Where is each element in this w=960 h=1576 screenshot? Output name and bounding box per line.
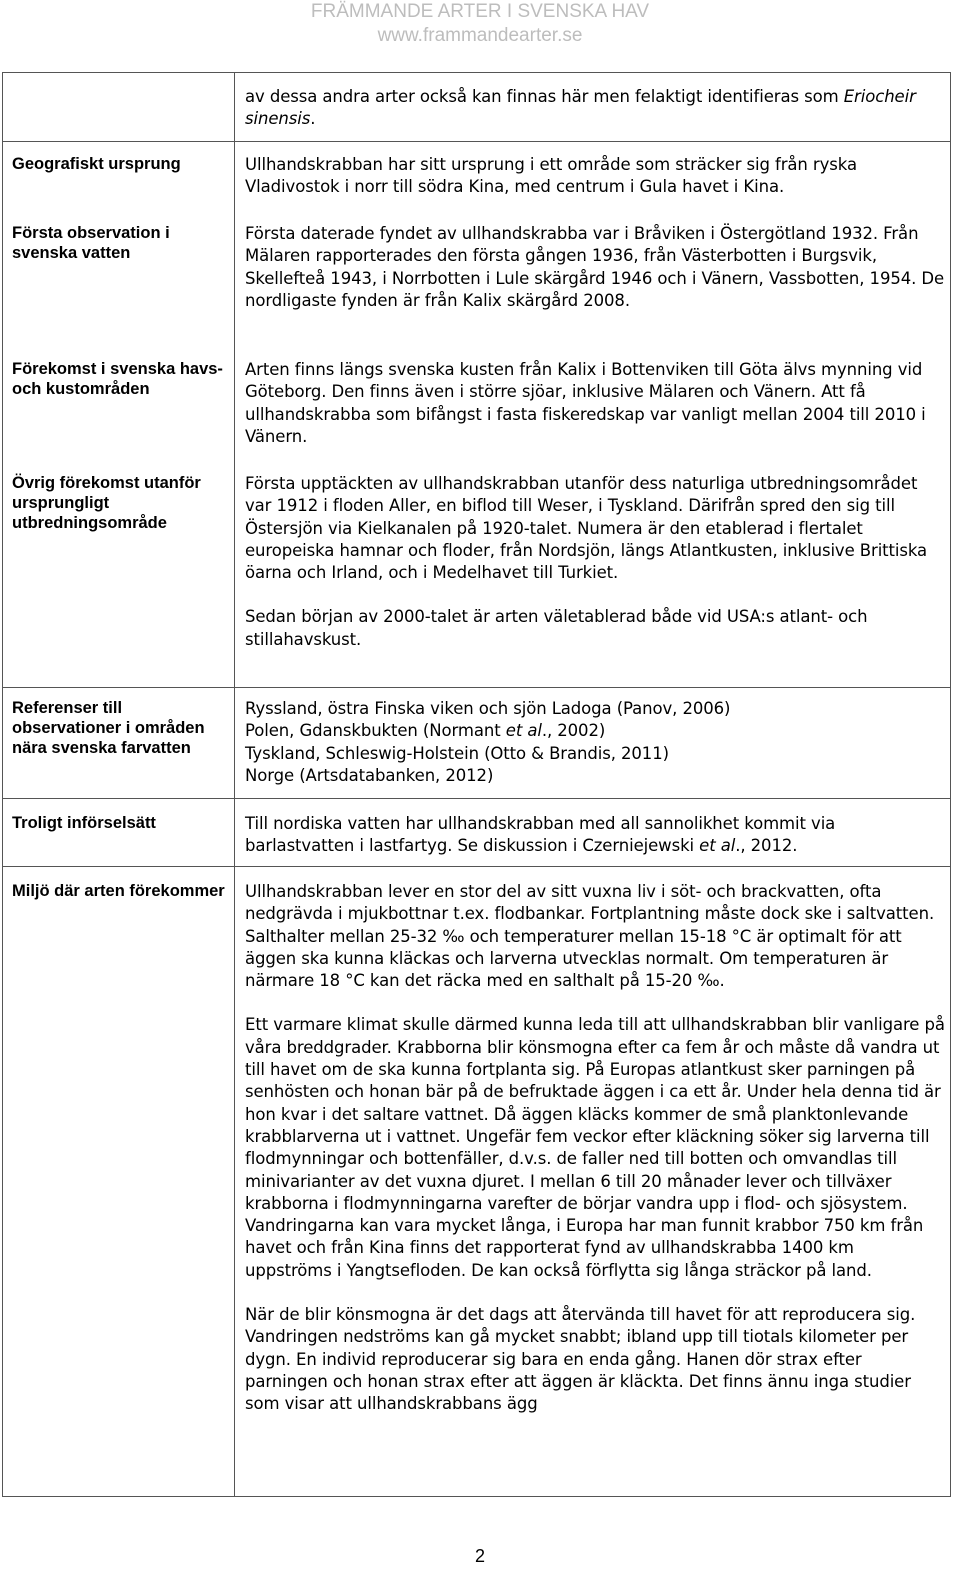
label-geografiskt-ursprung: Geografiskt ursprung (12, 155, 181, 173)
reference-line: Ryssland, östra Finska viken och sjön Ladoga (Panov, 2006) (245, 699, 731, 718)
label-ovrig-forekomst: Övrig förekomst utanför ursprungligt utbredningsområde (12, 474, 201, 532)
reference-line: Polen, Gdanskbukten (Normant et al., 2002) (245, 721, 606, 741)
label-forekomst: Förekomst i svenska havs- och kustområden (12, 360, 223, 398)
row-continued-text: av dessa andra arter också kan finnas här men felaktigt identifieras som Eriocheir sinensis. (245, 87, 916, 129)
row-divider (2, 798, 951, 799)
header-url: www.frammandearter.se (377, 25, 583, 46)
page-number: 2 (474, 1546, 485, 1566)
text-forsta-observation: Första daterade fyndet av ullhandskrabba var i Bråviken i Östergötland 1932. Från Mälaren rapporterades den första gången 1936, från Västerbotten i Burgsvik, Skellefteå 1943, i Norrbotten i Lule skärgård 1946 och i Vänern, Vassbotten, 1954. De nordligaste fynden är från Kalix skärgård 2008. (245, 224, 945, 310)
text-referenser (245, 698, 945, 787)
column-divider (234, 72, 235, 1497)
reference-line: Norge (Artsdatabanken, 2012) (245, 765, 494, 785)
label-miljo: Miljö där arten förekommer (12, 882, 225, 900)
page-header (0, 0, 960, 48)
header-title: FRÄMMANDE ARTER I SVENSKA HAV (310, 1, 650, 22)
paragraph: Första upptäckten av ullhandskrabban utanför dess naturliga utbredningsområdet var 1912 i floden Aller, en biflod till Weser, i Tyskland. Därifrån spred den sig till Östersjön via Kielkanalen på 1920-talet. Numera är den etablerad i flertalet europeiska hamnar och floder, från Nordsjön, längs Atlantkusten, inklusive Brittiska öarna och Irland, och i Medelhavet till Turkiet. (245, 474, 928, 583)
row-divider (2, 687, 951, 688)
text-troligt-inforselsatt: Till nordiska vatten har ullhandskrabban med all sannolikhet kommit via barlastvatten i lastfartyg. Se diskussion i Czerniejewski et al., 2012. (245, 814, 836, 856)
row-divider (2, 141, 951, 142)
label-referenser: Referenser till observationer i områden nära svenska farvatten (12, 699, 205, 757)
row-divider (2, 866, 951, 867)
label-forsta-observation: Första observation i svenska vatten (12, 224, 170, 262)
paragraph: Ullhandskrabban lever en stor del av sitt vuxna liv i söt- och brackvatten, ofta nedgrävda i mjukbottnar t.ex. flodbankar. Fortplantning måste dock ske i saltvatten. Salthalter mellan 25-32 ‰ och temperaturer mellan 15-18 °C är optimalt för att äggen ska kunna kläckas och larverna utvecklas normalt. Om temperaturen är närmare 18 °C kan det räcka med en salthalt på 15-20 ‰. (245, 882, 935, 991)
text-geografiskt-ursprung: Ullhandskrabban har sitt ursprung i ett område som sträcker sig från ryska Vladivostok i norr till södra Kina, med centrum i Gula havet i Kina. (245, 155, 857, 197)
text-forekomst: Arten finns längs svenska kusten från Kalix i Bottenviken till Göta älvs mynning vid Göteborg. Den finns även i större sjöar, inklusive Mälaren och Vänern. Att få ullhandskrabba som bifångst i fasta fiskeredskap var vanligt mellan 2004 till 2010 i Vänern. (245, 360, 926, 446)
reference-line: Tyskland, Schleswig-Holstein (Otto & Brandis, 2011) (245, 743, 669, 763)
label-troligt-inforselsatt: Troligt införselsätt (12, 814, 156, 832)
paragraph: När de blir könsmogna är det dags att återvända till havet för att reproducera sig. Vandringen nedströms kan gå mycket snabbt; ibland upp till tiotals kilometer per dygn. En individ reproducerar sig bara en enda gång. Hanen dör strax efter parningen och honan strax efter att äggen är kläckta. Det finns ännu inga studier som visar att ullhandskrabbans ägg (245, 1305, 916, 1414)
text-miljo (245, 881, 945, 1416)
paragraph: Ett varmare klimat skulle därmed kunna leda till att ullhandskrabban blir vanligare på våra breddgrader. Krabborna blir könsmogna efter ca fem år och måste då vandra ut till havet om de ska kunna fortplanta sig. På Europas atlantkust sker parningen på senhösten och honan bär på de befruktade äggen i ca ett år. Under hela denna tid är hon kvar i det saltare vattnet. Då äggen kläcks kommer de små planktonlevande krabblarverna ut i vattnet. Ungefär fem veckor efter kläckning söker sig larverna till flodmynningar och bottenfäller, d.v.s. de faller ned till botten och omvandlas till minivarianter av det vuxna djuret. I mellan 6 till 20 månader lever och tillväxer krabborna i flodmynningarna varefter de börjar vandra upp i flod- och sjösystem. Vandringarna kan vara mycket långa, i Europa har man funnit krabbor 750 km från havet och från Kina finns det rapporterat fynd av ullhandskrabba 1400 km uppströms i Yangtsefloden. De kan också förflytta sig långa sträckor på land. (245, 1015, 945, 1280)
paragraph: Sedan början av 2000-talet är arten väletablerad både vid USA:s atlant- och stillahavskust. (245, 607, 868, 649)
text-ovrig-forekomst (245, 473, 945, 651)
